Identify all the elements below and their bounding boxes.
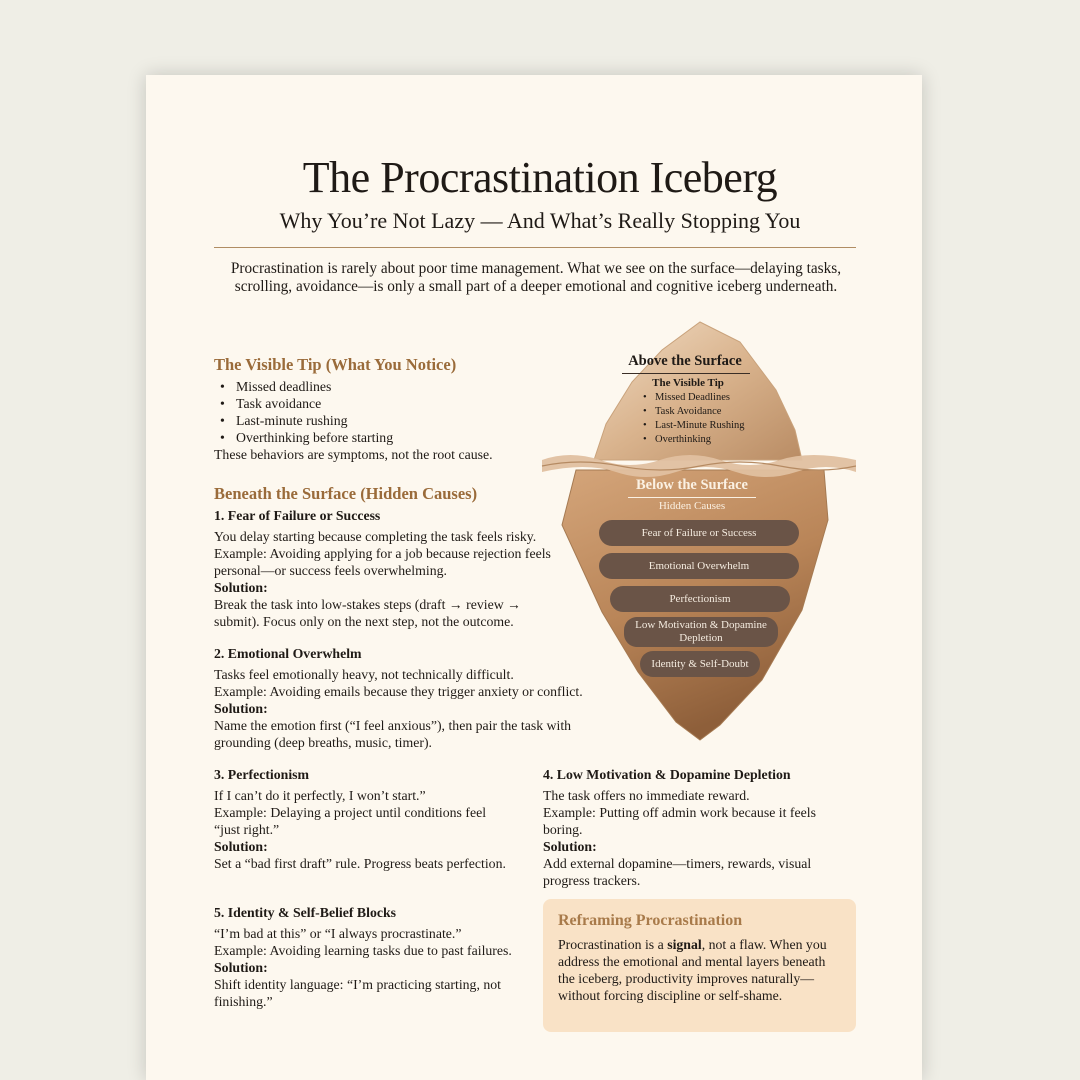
cause-5-solution: Shift identity language: “I’m practicing starting, not finishing.” [214, 977, 501, 1009]
intro-paragraph: Procrastination is rarely about poor time management. What we see on the surface—delaying tasks, scrolling, avoidance—is only a small part of a deeper emotional and cognitive iceberg underneath. [230, 260, 842, 295]
cause-4-solution: Add external dopamine—timers, rewards, visual progress trackers. [543, 856, 812, 888]
cause-2-example: Example: Avoiding emails because they trigger anxiety or conflict. [214, 684, 583, 699]
divider [628, 497, 756, 498]
list-item: • Last-Minute Rushing [641, 419, 745, 433]
cause-3-body [214, 787, 514, 872]
cause-5-example: Example: Avoiding learning tasks due to past failures. [214, 943, 512, 958]
layer-pill: Low Motivation & Dopamine Depletion [624, 617, 778, 647]
cause-3-solution: Set a “bad first draft” rule. Progress beats perfection. [214, 856, 506, 871]
cause-2-desc: Tasks feel emotionally heavy, not technically difficult. [214, 667, 514, 682]
beneath-heading: Beneath the Surface (Hidden Causes) [214, 484, 478, 503]
solution-label: Solution: [214, 839, 268, 854]
cause-5-title: 5. Identity & Self-Belief Blocks [214, 905, 397, 920]
layer-pill: Identity & Self-Doubt [640, 651, 760, 677]
solution-label: Solution: [214, 960, 268, 975]
cause-3-desc: If I can’t do it perfectly, I won’t start.” [214, 788, 426, 803]
list-item: • Missed Deadlines [641, 391, 745, 405]
list-item: • Overthinking before starting [214, 429, 393, 446]
divider [214, 247, 856, 248]
callout-text [558, 936, 842, 1004]
above-surface-label: Above the Surface [628, 353, 742, 369]
cause-4-body [543, 787, 843, 889]
list-item: • Last-minute rushing [214, 412, 393, 429]
page-subtitle: Why You’re Not Lazy — And What’s Really Stopping You [279, 208, 801, 233]
list-item: • Task avoidance [214, 395, 393, 412]
cause-4-desc: The task offers no immediate reward. [543, 788, 750, 803]
page-title: The Procrastination Iceberg [302, 153, 778, 202]
layer-pill: Emotional Overwhelm [599, 553, 799, 579]
divider [622, 373, 750, 374]
cause-5-body [214, 925, 514, 1010]
solution-label: Solution: [214, 701, 268, 716]
cause-4-title: 4. Low Motivation & Dopamine Depletion [543, 767, 791, 782]
visible-tip-note: These behaviors are symptoms, not the root cause. [214, 447, 493, 462]
callout-text-bold: signal [667, 937, 702, 952]
above-surface-list [641, 391, 745, 447]
cause-2-title: 2. Emotional Overwhelm [214, 646, 362, 661]
solution-label: Solution: [543, 839, 597, 854]
below-surface-label: Below the Surface [636, 477, 748, 493]
callout-text-part: Procrastination is a [558, 937, 668, 952]
cause-2-solution: Name the emotion first (“I feel anxious”), then pair the task with grounding (deep breaths, music, timer). [214, 718, 572, 750]
list-item: • Overthinking [641, 433, 745, 447]
cause-1-title: 1. Fear of Failure or Success [214, 508, 381, 523]
cause-1-body [214, 528, 564, 630]
solution-label: Solution: [214, 580, 268, 595]
cause-5-desc: “I’m bad at this” or “I always procrastinate.” [214, 926, 462, 941]
callout-title: Reframing Procrastination [558, 912, 743, 929]
visible-tip-heading: The Visible Tip (What You Notice) [214, 355, 457, 374]
callout-text-part: , not a flaw. When you address the emotional and mental layers beneath the iceberg, productivity improves naturally—without forcing discipline or self-shame. [558, 937, 827, 1003]
cause-1-desc: You delay starting because completing the task feels risky. [214, 529, 537, 544]
cause-1-solution: Break the task into low-stakes steps (draft → review → submit). Focus only on the next step, not the outcome. [214, 597, 521, 629]
cause-3-example: Example: Delaying a project until conditions feel “just right.” [214, 805, 487, 837]
cause-4-example: Example: Putting off admin work because it feels boring. [543, 805, 816, 837]
cause-1-example: Example: Avoiding applying for a job because rejection feels personal—or success feels overwhelming. [214, 546, 551, 578]
above-surface-sub: The Visible Tip [652, 377, 724, 389]
layer-pill: Fear of Failure or Success [599, 520, 799, 546]
layer-pill: Perfectionism [610, 586, 790, 612]
below-surface-sub: Hidden Causes [658, 500, 726, 512]
cause-3-title: 3. Perfectionism [214, 767, 310, 782]
visible-tip-list [214, 378, 393, 446]
list-item: • Task Avoidance [641, 405, 745, 419]
list-item: • Missed deadlines [214, 378, 393, 395]
